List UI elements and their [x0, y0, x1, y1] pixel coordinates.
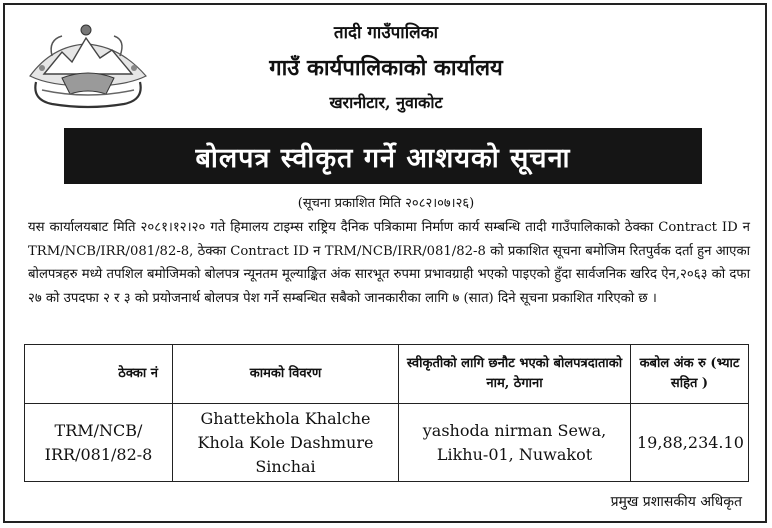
- signatory-title: प्रमुख प्रशासकीय अधिकृत: [610, 494, 742, 510]
- notice-title-banner: [64, 128, 702, 184]
- cell-contract-no: TRM/NCB/ IRR/081/82-8: [25, 404, 173, 482]
- publication-date: (सूचना प्रकाशित मिति २०८२।०७।२६): [297, 196, 475, 211]
- header-contract-no: ठेक्का नं: [25, 345, 173, 404]
- table-row: [25, 404, 749, 482]
- notice-body: यस कार्यालयबाट मिति २०८१।१२।२० गते हिमालय टाइम्स राष्ट्रिय दैनिक पत्रिकामा निर्माण कार्य सम्बन्धि तादी गाउँपालिकाको ठेक्का Contract ID न TRM/NCB/IRR/081/82-8, ठेक्का Contract ID न TRM/NCB/IRR/081/82-8 को प्रकाशित सूचना बमोजिम रितपुर्वक दर्ता हुन आएका बोलपत्रहरु मध्ये तपशिल बमोजिमको बोलपत्र न्यूनतम मूल्याङ्कित अंक सारभूत रुपमा प्रभावग्राही भएको पाइएको हुँदा सार्वजनिक खरिद ऐन,२०६३ को दफा २७ को उपदफा २ र ३ को प्रयोजनार्थ बोलपत्र पेश गर्ने सम्बन्धित सबैको जानकारीका लागि ७ (सात) दिने सूचना प्रकाशित गरिएको छ ।: [28, 220, 750, 306]
- cell-selected-bidder: yashoda nirman Sewa, Likhu-01, Nuwakot: [399, 404, 631, 482]
- office-name: गाउँ कार्यपालिकाको कार्यालय: [269, 55, 503, 81]
- cell-bid-amount: 19,88,234.10: [631, 404, 749, 482]
- municipality-name: तादी गाउँपालिका: [333, 23, 439, 43]
- office-address: खरानीटार, नुवाकोट: [329, 93, 443, 112]
- table-header-row: [25, 345, 749, 404]
- header-work-description: कामको विवरण: [173, 345, 399, 404]
- header-bid-amount: कबोल अंक रु (भ्याट सहित ): [631, 345, 749, 404]
- cell-work-description: Ghattekhola Khalche Khola Kole Dashmure Sinchai: [173, 404, 399, 482]
- bid-table: [24, 344, 749, 482]
- header-selected-bidder: स्वीकृतीको लागि छनौट भएको बोलपत्रदाताको नाम, ठेगाना: [399, 345, 631, 404]
- notice-title: बोलपत्र स्वीकृत गर्ने आशयको सूचना: [195, 142, 571, 174]
